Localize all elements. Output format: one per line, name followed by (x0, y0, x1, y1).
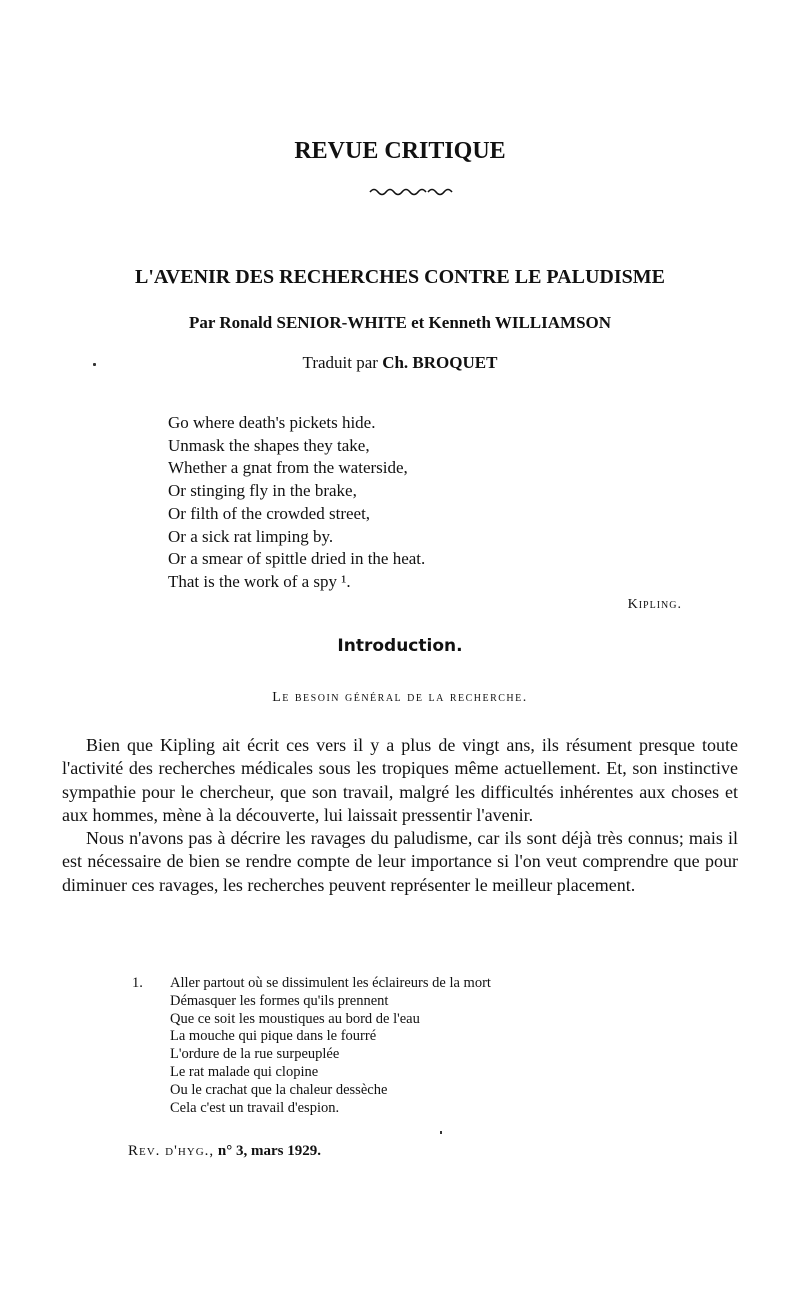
poem-line: Or a smear of spittle dried in the heat. (168, 549, 426, 569)
ornament-divider (368, 184, 454, 196)
section-title: REVUE CRITIQUE (294, 138, 506, 164)
introduction-subheading: Le besoin général de la recherche. (272, 690, 528, 705)
footnote-line: Démasquer les formes qu'ils prennent (170, 992, 389, 1009)
footnote-line: Que ce soit les moustiques au bord de l'eau (170, 1010, 420, 1027)
footnote (132, 975, 652, 1117)
poem-line: Whether a gnat from the waterside, (168, 458, 408, 478)
poem-line: Or stinging fly in the brake, (168, 481, 357, 501)
introduction-heading: Introduction. (337, 636, 463, 656)
translator-prefix: Traduit par (302, 353, 378, 372)
poem-line: Or filth of the crowded street, (168, 503, 371, 523)
authors-prefix: Par (188, 313, 216, 332)
footnote-number: 1. (132, 975, 143, 991)
footnote-line: Ou le crachat que la chaleur dessèche (170, 1081, 388, 1098)
paragraph: Bien que Kipling ait écrit ces vers il y a plus de vingt ans, ils résument presque toute l'activité des recherches médicales sous les tropiques même actuellement. Et, son instinctive sympathie pour le chercheur, que son travail, malgré les difficultés inhérentes aux choses et aux hommes, mène à la découverte, lui laissait pressentir l'avenir. (62, 735, 738, 825)
footnote-line: Le rat malade qui clopine (170, 1063, 319, 1080)
translator-line (0, 353, 800, 373)
journal-reference (128, 1143, 321, 1160)
footnote-line: L'ordure de la rue surpeuplée (170, 1046, 340, 1063)
body-text (62, 734, 738, 897)
poem-line: Or a sick rat limping by. (168, 526, 334, 546)
footnote-line: Aller partout où se dissimulent les éclaireurs de la mort (170, 975, 491, 991)
journal-abbrev: Rev. d'hyg., (128, 1143, 215, 1159)
journal-issue: n° 3, mars 1929. (217, 1143, 321, 1159)
translator-name: Ch. BROQUET (382, 353, 498, 372)
article-title: L'AVENIR DES RECHERCHES CONTRE LE PALUDISME (135, 266, 665, 288)
print-speck (440, 1131, 442, 1134)
paragraph: Nous n'avons pas à décrire les ravages du paludisme, car ils sont déjà très connus; mais il est nécessaire de bien se rendre compte de leur importance si l'on veut comprendre que pour diminuer ces ravages, les recherches peuvent représenter le meilleur placement. (62, 828, 738, 895)
authors-names: Ronald SENIOR-WHITE et Kenneth WILLIAMSON (219, 313, 612, 332)
epigraph-poem (168, 412, 628, 594)
poem-attribution: Kipling. (627, 597, 682, 612)
poem-line: Unmask the shapes they take, (168, 435, 370, 455)
poem-line: Go where death's pickets hide. (168, 413, 376, 432)
poem-line: That is the work of a spy ¹. (168, 571, 351, 591)
footnote-line: Cela c'est un travail d'espion. (170, 1099, 340, 1116)
article-authors (0, 313, 800, 333)
footnote-line: La mouche qui pique dans le fourré (170, 1028, 377, 1045)
